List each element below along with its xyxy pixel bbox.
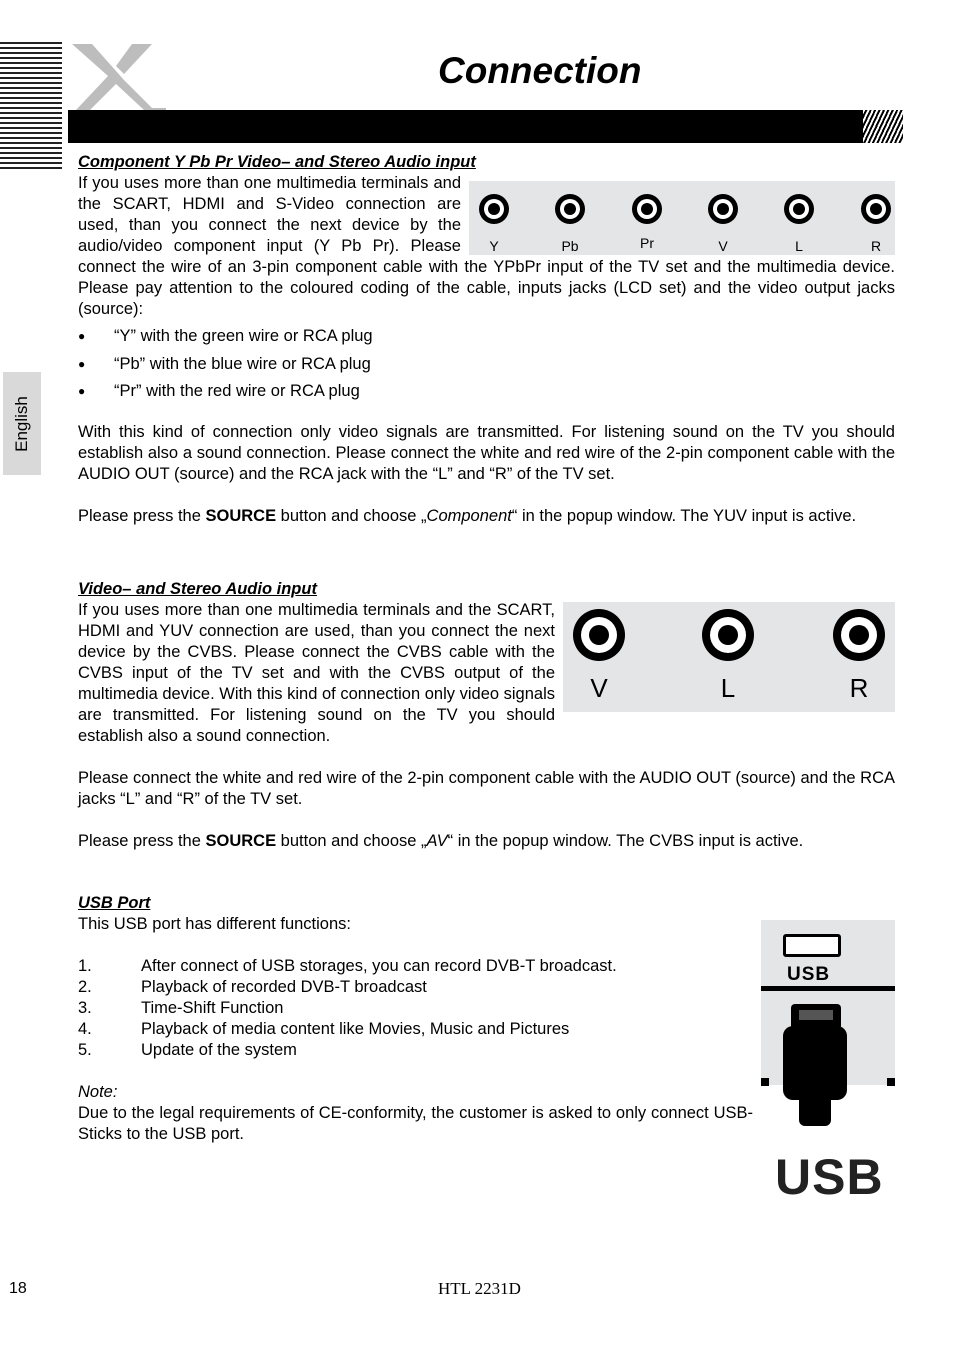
source-key-label: SOURCE xyxy=(205,506,277,525)
language-tab xyxy=(3,372,41,475)
source-key-label: SOURCE xyxy=(205,831,277,850)
section-heading-usb: USB Port xyxy=(78,893,151,912)
language-label: English xyxy=(12,395,31,452)
page-title: Connection xyxy=(438,50,642,91)
jack-label: Y xyxy=(489,238,499,254)
video-intro: If you uses more than one multimedia terminals and the SCART, HDMI and YUV connection are used, than you connect the next device by the CVBS. Please connect the CVBS cable with the CVBS input of the TV set and with the CVBS output of the multimedia device. With this kind of connection only video signals are transmitted. For listening sound on the TV you should establish also a sound connection. xyxy=(78,600,555,745)
list-item: 4. Playback of media content like Movies, Music and Pictures xyxy=(78,1019,570,1038)
usb-port-icon xyxy=(783,934,841,957)
jack-l-icon xyxy=(784,194,814,224)
usb-intro: This USB port has different functions: xyxy=(78,914,351,933)
component-jacks-figure xyxy=(469,181,895,255)
jack-y-icon xyxy=(479,194,509,224)
jack-v-icon xyxy=(708,194,738,224)
jack-r-icon xyxy=(861,194,891,224)
note-label: Note: xyxy=(78,1082,118,1101)
video-audio-note: Please connect the white and red wire of the 2-pin component cable with the AUDIO OUT (source) and the RCA jacks “L” and “R” of the TV set. xyxy=(78,768,895,808)
usb-port-label: USB xyxy=(787,963,831,985)
jack-label: R xyxy=(849,672,869,703)
list-item: 2. Playback of recorded DVB-T broadcast xyxy=(78,977,427,996)
jack-pr-icon xyxy=(632,194,662,224)
usb-plug-body-icon xyxy=(783,1026,847,1100)
brand-x-logo xyxy=(66,40,170,110)
page-number: 18 xyxy=(9,1280,27,1297)
section-heading-video: Video– and Stereo Audio input xyxy=(78,579,317,598)
decorative-stripes xyxy=(0,42,62,172)
title-bar xyxy=(68,110,903,143)
jack-label: V xyxy=(590,672,608,703)
video-source-instruction: Please press the SOURCE button and choose „AV“ in the popup window. The CVBS input is active. xyxy=(78,831,804,850)
jack-label: Pr xyxy=(640,235,654,251)
jack-r-icon xyxy=(833,609,885,661)
panel-notch xyxy=(887,1078,895,1086)
usb-plug-tail-icon xyxy=(799,1098,831,1126)
model-name: HTL 2231D xyxy=(438,1279,521,1298)
component-option: Component xyxy=(426,506,512,525)
jack-l-icon xyxy=(702,609,754,661)
section-heading-component: Component Y Pb Pr Video– and Stereo Audio input xyxy=(78,153,476,171)
page-content xyxy=(78,152,895,1210)
color-coding-list xyxy=(78,326,895,409)
jack-label: L xyxy=(720,672,736,703)
jack-label: V xyxy=(718,238,728,254)
component-source-instruction: Please press the SOURCE button and choose „Component“ in the popup window. The YUV input is active. xyxy=(78,506,857,525)
jack-label: Pb xyxy=(561,238,579,254)
list-item: ● “Pr” with the red wire or RCA plug xyxy=(78,381,895,409)
list-item: ● “Y” with the green wire or RCA plug xyxy=(78,326,895,354)
av-option: AV xyxy=(426,831,448,850)
list-item: ● “Pb” with the blue wire or RCA plug xyxy=(78,354,895,382)
jack-label: L xyxy=(795,238,803,254)
list-item: 1. After connect of USB storages, you can record DVB-T broadcast. xyxy=(78,956,617,975)
panel-edge xyxy=(761,986,895,991)
list-item: 3. Time-Shift Function xyxy=(78,998,284,1017)
component-sound-note: With this kind of connection only video signals are transmitted. For listening sound on the TV you should establish also a sound connection. Please connect the white and red wire of the 2-pin component cable with the AUDIO OUT (source) and the RCA jack with the “L” and “R” of the TV set. xyxy=(78,422,895,483)
list-item: 5. Update of the system xyxy=(78,1040,297,1059)
panel-notch xyxy=(761,1078,769,1086)
cvbs-jacks-figure xyxy=(563,602,895,712)
note-text: Due to the legal requirements of CE-conformity, the customer is asked to only connect USB-Sticks to the USB port. xyxy=(78,1103,753,1143)
usb-figure xyxy=(761,920,895,1210)
component-intro: If you uses more than one multimedia terminals and the SCART, HDMI and S-Video connection are used, than you connect the next device by the audio/video component input (Y Pb Pr). Please connect the wire of an 3-pin component cable with the YPbPr input of the TV set and the multimedia device. Please pay attention to the coloured coding of the cable, inputs jacks (LCD set) and the video output jacks (source): xyxy=(78,174,895,318)
jack-v-icon xyxy=(573,609,625,661)
jack-pb-icon xyxy=(555,194,585,224)
usb-large-label: USB xyxy=(775,1148,884,1205)
jack-label: R xyxy=(870,238,882,254)
bar-pattern xyxy=(863,110,903,143)
usb-plug-contact xyxy=(799,1010,833,1020)
